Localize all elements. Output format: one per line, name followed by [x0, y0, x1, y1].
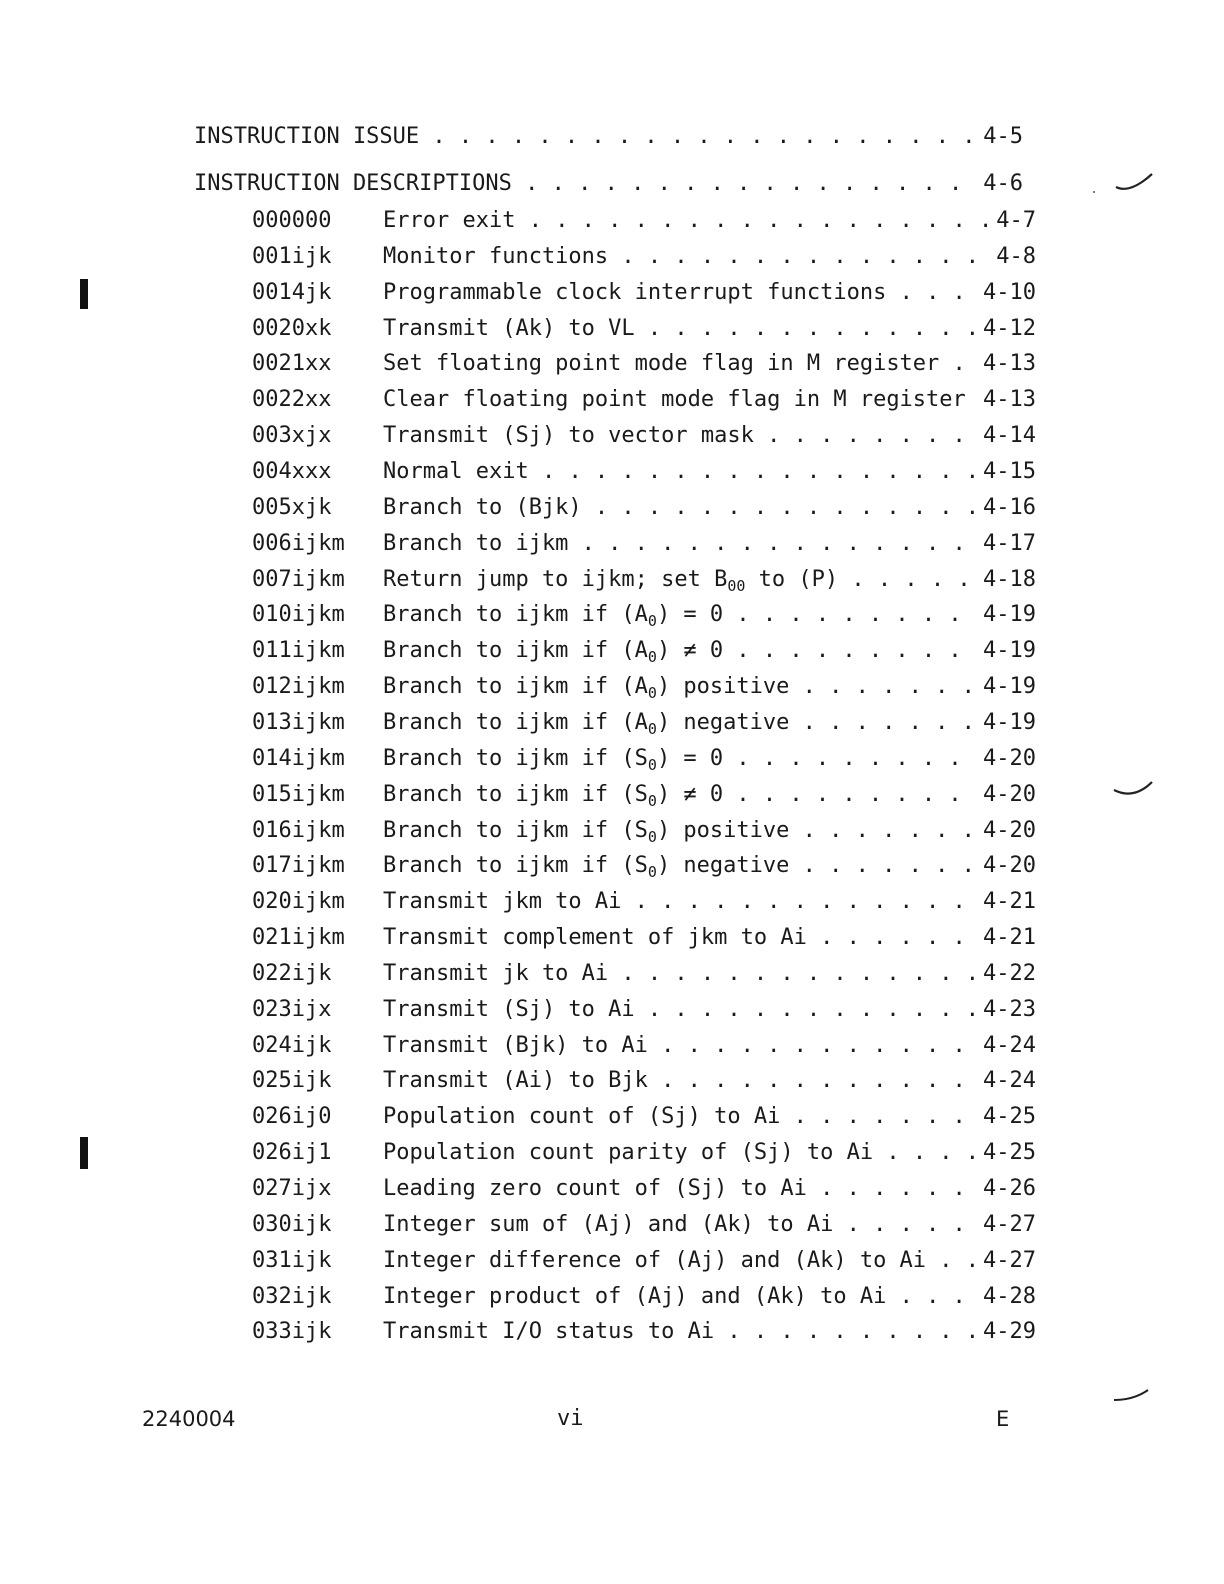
instruction-code: 033ijk	[252, 1319, 332, 1345]
entry-page: 4-12	[977, 314, 1036, 344]
entry-page: 4-23	[977, 995, 1036, 1025]
instruction-code: 025ijk	[252, 1068, 332, 1094]
entry-page: 4-20	[977, 780, 1036, 810]
entry-title: Branch to ijkm . . .	[383, 529, 1036, 559]
entry-title: Transmit (Ak) to VL . . .	[383, 314, 1036, 344]
entry-page: 4-14	[977, 421, 1036, 451]
instruction-code: 003xjx	[252, 423, 332, 449]
entry-title: Transmit (Ai) to Bjk . . .	[383, 1066, 1036, 1096]
margin-pen-mark	[1088, 168, 1158, 198]
toc-section	[194, 122, 1023, 152]
instruction-code: 005xjk	[252, 494, 332, 520]
section-page: 4-5	[977, 122, 1023, 152]
toc-entry	[252, 1210, 1036, 1240]
entry-title: Branch to ijkm if $(S_0) = 0$ . . .	[383, 744, 1036, 774]
instruction-code: 006ijkm	[252, 530, 345, 556]
toc-entry	[252, 1066, 1036, 1096]
entry-page: 4-27	[977, 1246, 1036, 1276]
entry-title: Transmit (Bjk) to Ai . . .	[383, 1031, 1036, 1061]
entry-page: 4-13	[977, 349, 1036, 379]
entry-page: 4-19	[977, 636, 1036, 666]
instruction-code: 0020xk	[252, 315, 332, 341]
entry-page: 4-19	[977, 600, 1036, 630]
entry-title: Population count parity of (Sj) to Ai . . .	[383, 1138, 1036, 1168]
entry-page: 4-21	[977, 923, 1036, 953]
toc-entry	[252, 349, 1036, 379]
entry-page: 4-20	[977, 744, 1036, 774]
instruction-code: 032ijk	[252, 1283, 332, 1309]
entry-title: Transmit jk to Ai . . .	[383, 959, 1036, 989]
entry-title: Normal exit . . .	[383, 457, 1036, 487]
toc-entry	[252, 923, 1036, 953]
toc-entry	[252, 708, 1036, 738]
entry-title: Return jump to ijkm; set $B_{00}$ to (P) . . .	[383, 565, 1036, 595]
instruction-code: 012ijkm	[252, 674, 345, 699]
entry-page: 4-16	[977, 493, 1036, 523]
toc-entry	[252, 1317, 1036, 1347]
toc-entry	[252, 995, 1036, 1025]
entry-page: 4-19	[977, 672, 1036, 702]
entry-page: 4-22	[977, 959, 1036, 989]
entry-title: Branch to ijkm if $(S_0)$ negative . . .	[383, 851, 1036, 881]
entry-title: Branch to (Bjk) . . .	[383, 493, 1036, 523]
toc-entry	[252, 421, 1036, 451]
toc-entry	[252, 1031, 1036, 1061]
entry-page: 4-10	[977, 278, 1036, 308]
instruction-code: 026ij1	[252, 1140, 332, 1166]
entry-title: Set floating point mode flag in M register . . .	[383, 349, 1036, 379]
entry-title: Branch to ijkm if $(A_0)$ positive . . .	[383, 672, 1036, 702]
entry-page: 4-18	[977, 565, 1036, 595]
entry-page: 4-20	[977, 851, 1036, 881]
instruction-code: 027ijx	[252, 1176, 332, 1201]
instruction-code: 0021xx	[252, 351, 332, 377]
margin-pen-mark	[1108, 1386, 1152, 1406]
entry-title: Transmit (Sj) to Ai . . .	[383, 995, 1036, 1025]
entry-page: 4-24	[977, 1031, 1036, 1061]
toc-entry	[252, 278, 1036, 308]
entry-page: 4-13	[977, 385, 1036, 415]
instruction-code: 011ijkm	[252, 638, 345, 664]
toc-entry	[252, 672, 1036, 702]
toc-entry	[252, 600, 1036, 630]
toc-section	[194, 169, 1023, 199]
entry-page: 4-28	[977, 1282, 1036, 1312]
entry-title: Transmit (Sj) to vector mask . . .	[383, 421, 1036, 451]
entry-title: Branch to ijkm if $(S_0)$ positive . . .	[383, 816, 1036, 846]
instruction-code: 024ijk	[252, 1032, 332, 1058]
revision-letter: E	[996, 1407, 1010, 1431]
toc-entry	[252, 565, 1036, 595]
entry-page: 4-24	[977, 1066, 1036, 1096]
toc-entry	[252, 744, 1036, 774]
entry-title: Population count of (Sj) to Ai . . .	[383, 1102, 1036, 1132]
instruction-code: 030ijk	[252, 1211, 332, 1237]
entry-title: Integer product of (Aj) and (Ak) to Ai . . .	[383, 1282, 1036, 1312]
entry-title: Transmit complement of jkm to Ai . . .	[383, 923, 1036, 953]
section-title: INSTRUCTION DESCRIPTIONS . . .	[194, 169, 1023, 199]
entry-page: 4-25	[977, 1138, 1036, 1168]
toc-entry	[252, 887, 1036, 917]
entry-title: Clear floating point mode flag in M register . . .	[383, 385, 1036, 415]
instruction-code: 0014jk	[252, 279, 332, 305]
toc-entry	[252, 780, 1036, 810]
entry-page: 4-7	[990, 206, 1036, 236]
instruction-code: 001ijk	[252, 243, 332, 269]
instruction-code: 014ijkm	[252, 745, 345, 771]
entry-page: 4-26	[977, 1174, 1036, 1204]
instruction-code: 0022xx	[252, 387, 332, 413]
entry-page: 4-29	[977, 1317, 1036, 1347]
entry-title: Integer sum of (Aj) and (Ak) to Ai . . .	[383, 1210, 1036, 1240]
entry-page: 4-19	[977, 708, 1036, 738]
instruction-code: 022ijk	[252, 960, 332, 986]
entry-title: Branch to ijkm if $(A_0)$ negative . . .	[383, 708, 1036, 738]
toc-entry	[252, 529, 1036, 559]
entry-page: 4-21	[977, 887, 1036, 917]
instruction-code: 000000	[252, 208, 332, 233]
instruction-code: 021ijkm	[252, 925, 345, 950]
entry-page: 4-8	[990, 242, 1036, 272]
entry-title: Branch to ijkm if $(A_0) = 0$ . . .	[383, 600, 1036, 630]
instruction-code: 013ijkm	[252, 709, 345, 735]
entry-title: Programmable clock interrupt functions . . .	[383, 278, 1036, 308]
toc-entry	[252, 816, 1036, 846]
entry-title: Transmit I/O status to Ai . . .	[383, 1317, 1036, 1347]
instruction-code: 026ij0	[252, 1104, 332, 1130]
entry-page: 4-15	[977, 457, 1036, 487]
entry-page: 4-20	[977, 816, 1036, 846]
instruction-code: 015ijkm	[252, 781, 345, 807]
entry-title: Transmit jkm to Ai . . .	[383, 887, 1036, 917]
margin-pen-mark	[1108, 778, 1158, 804]
change-bar	[80, 1137, 88, 1169]
toc-entry	[252, 851, 1036, 881]
entry-page: 4-27	[977, 1210, 1036, 1240]
entry-title: Error exit . . .	[383, 206, 1036, 236]
entry-title: Branch to ijkm if $(A_0) \ne 0$ . . .	[383, 636, 1036, 666]
document-number: 2240004	[142, 1407, 236, 1431]
toc-entry	[252, 959, 1036, 989]
toc-entry	[252, 493, 1036, 523]
entry-page: 4-25	[977, 1102, 1036, 1132]
instruction-code: 031ijk	[252, 1247, 332, 1273]
instruction-code: 010ijkm	[252, 602, 345, 628]
entry-title: Monitor functions . . .	[383, 242, 1036, 272]
instruction-code: 007ijkm	[252, 566, 345, 592]
toc-entry	[252, 1102, 1036, 1132]
change-bar	[80, 279, 88, 309]
toc-entry	[252, 457, 1036, 487]
toc-entry	[252, 385, 1036, 415]
entry-page: 4-17	[977, 529, 1036, 559]
toc-entry	[252, 314, 1036, 344]
section-page: 4-6	[977, 169, 1023, 199]
instruction-code: 023ijx	[252, 996, 332, 1022]
instruction-code: 020ijkm	[252, 889, 345, 915]
toc-entry	[252, 636, 1036, 666]
instruction-code: 017ijkm	[252, 853, 345, 879]
instruction-code: 016ijkm	[252, 817, 345, 843]
toc-entry	[252, 1282, 1036, 1312]
page-number: vi	[557, 1406, 584, 1431]
section-title: INSTRUCTION ISSUE . . .	[194, 122, 1023, 152]
toc-entry	[252, 1246, 1036, 1276]
toc-entry	[252, 242, 1036, 272]
entry-title: Leading zero count of (Sj) to Ai . . .	[383, 1174, 1036, 1204]
instruction-code: 004xxx	[252, 459, 332, 484]
entry-title: Integer difference of (Aj) and (Ak) to Ai . . .	[383, 1246, 1036, 1276]
toc-entry	[252, 1138, 1036, 1168]
entry-title: Branch to ijkm if $(S_0) \ne 0$ . . .	[383, 780, 1036, 810]
toc-entry	[252, 206, 1036, 236]
toc-entry	[252, 1174, 1036, 1204]
